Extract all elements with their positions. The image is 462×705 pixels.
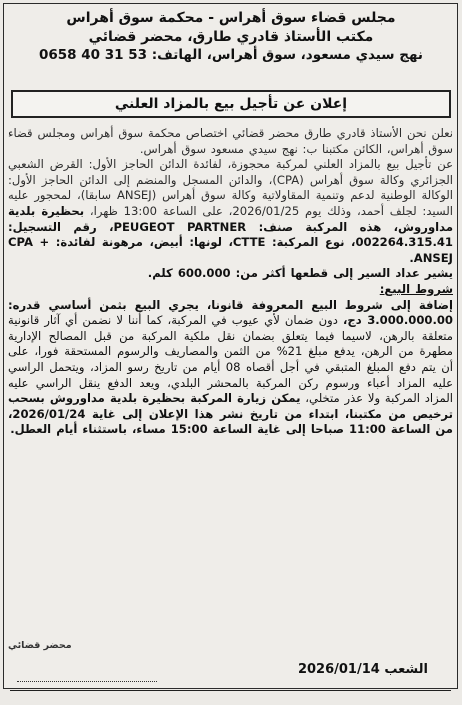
dotted-separator	[17, 681, 157, 682]
notice-title-box	[11, 90, 451, 118]
odometer-paragraph: يشير عداد السير إلى قطعها أكثر من: 600.000 كلم.	[147, 266, 453, 281]
footer-rule	[10, 690, 451, 691]
notice-title: إعلان عن تأجيل بيع بالمزاد العلني	[114, 96, 348, 112]
court-header-line: مجلس قضاء سوق أهراس - محكمة سوق أهراس	[66, 10, 396, 26]
reserve-price-text: إضافة إلى شروط البيع المعروفة قانونا، يجري البيع بثمن أساسي قدره: 3.000.000.00 دج،	[8, 297, 454, 328]
publication-date: الشعب 2026/01/14	[297, 662, 428, 677]
notice-body	[8, 126, 453, 646]
sale-conditions-title: شروط البيع:	[379, 281, 453, 296]
address-phone-line: نهج سيدي مسعود، سوق أهراس، الهاتف: 53 31 40 0658	[39, 47, 423, 63]
sale-postponement-paragraph	[8, 157, 453, 266]
conditions-text: دون ضمان لأي عيوب في المركبة، كما أننا لا نضمن أي آثار قانونية متعلقة بالرهن، لاسيما فيما يتعلق بضمان نقل ملكية المركبة من قبل المصالح الإدارية مطهرة من الرهن، يدفع مبلغ 21% من الثمن والمصاريف والرسوم المستحقة فورا، على أن يتم دفع المبلغ المتبقي في أجل أقصاه 08 أيام من تاريخ رسو المزاد، ويتحمل الراسي عليه المزاد أعباء ورسوم ركن المركبة بالمحشر البلدي، ويعد الدفع ينقل الراسي عليه المزاد المركبة ولا عذر متخلي،	[8, 313, 453, 406]
vehicle-details: بحظيرة بلدية مداوروش، هذه المركبة صنف: PEUGEOT PARTNER، رقم التسجيل: 002264.315.41، نوع المركبة: CTTE، لونها: أبيض، مرهونة لفائدة: CPA + ANSEJ.	[8, 203, 453, 265]
sale-conditions-paragraph	[8, 298, 453, 438]
signature-label: محضر قضائي	[8, 640, 72, 651]
office-header-line: مكتب الأستاذ قادري طارق، محضر قضائي	[88, 29, 374, 45]
intro-paragraph: نعلن نحن الأستاذ قادري طارق محضر قضائي اختصاص محكمة سوق أهراس ومجلس قضاء سوق أهراس، الكائن مكتبنا ب: نهج سيدي مسعود سوق أهراس.	[8, 126, 453, 156]
visit-authorization-text: يمكن زيارة المركبة بحظيرة بلدية مداوروش بسحب ترخيص من مكتبنا، ابتداء من تاريخ نشر هذا الإعلان إلى غاية 2026/01/24، من الساعة 11:00 صباحا إلى غاية الساعة 15:00 مساء، باستثناء أيام العطل.	[8, 391, 453, 437]
sale-postponement-details: عن تأجيل بيع بالمزاد العلني لمركبة محجوزة، لفائدة الدائن الحاجز الأول: القرض الشعبي الجزائري وكالة سوق أهراس (CPA)، والدائن المسجل والمنضم إلى الدائن الحاجز الأول: الوكالة الوطنية لدعم وتنمية المقاولاتية وكالة سوق أهراس (ANSEJ سابقا)، لمحجور عليه السيد: لجلف أحمد، وذلك يوم 2026/01/25، على الساعة 13:00 ظهرا،	[8, 157, 453, 218]
